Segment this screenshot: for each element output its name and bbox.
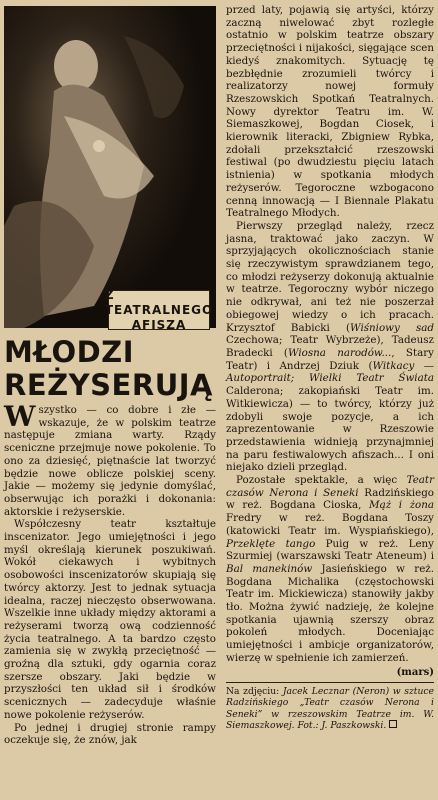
paragraph-6: [226, 474, 434, 665]
end-mark-icon: [389, 720, 397, 728]
paragraph-1-text: szystko — co dobre i złe — wskazuje, że w polskim teatrze następuje zmiana warty. Rządy sceniczne przejmuje nowe pokolenie. To ono za dziesięć, piętnaście lat tworzyć będzie nowe oblicze polskiej sceny. Jakie — możemy się jedynie domyślać, obserwując ich porażki i dokonania: aktorskie i reżyserskie.: [4, 404, 216, 518]
caption-label: Na zdjęciu:: [226, 685, 280, 697]
photo-caption: [226, 682, 434, 732]
headline-line1: MŁODZI: [4, 335, 134, 369]
p5-seg-d: Calderona; zakopiański Teatr im. Witkiewicza) — to twórcy, którzy już zdobyli swoje pozycje, a ich zaprezentowanie w Rzeszowie przedstawienia widnieją przynajmniej na paru festiwalowych afiszach... I oni niejako dzieli przegląd.: [226, 385, 434, 474]
p5-seg-a: Pierwszy przegląd należy, rzecz jasna, traktować jako zaczyn. W sprzyjających okolicznościach stanie się rzeczywistym sprawdzianem tego, co młodzi reżyserzy dokonują aktualnie w teatrze. Tegoroczny wybór niczego nie odkrywał, ani też nie poszerzał obiegowej wiedzy o ich pracach. Krzysztof Babicki (: [226, 219, 434, 334]
actor-photo-illustration: [4, 6, 216, 328]
headline-line2: REŻYSERUJĄ: [4, 368, 213, 402]
left-article-text: [4, 400, 216, 747]
section-label-box: [104, 287, 214, 332]
p6-title-4: Bal manekinów: [226, 562, 313, 575]
left-column: [0, 0, 218, 800]
p6-seg-b: Radzińskiego w reż. Bogdana Cioska,: [226, 486, 434, 512]
section-label-line1: Z TEATRALNEGO: [104, 287, 214, 317]
paragraph-5: [226, 220, 434, 474]
drop-cap: W: [4, 400, 36, 433]
p6-seg-e: Jasieńskiego w reż. Bogdana Michalika (częstochowski Teatr im. Mickiewicza) stanowiły jakby tło. Można żywić nadzieję, że kolejne spotkania ujawnią szerszy obraz pokoleń młodych. Doceniając umiejętności i ambicje organizatorów, wierzę w spełnienie ich zamierzeń.: [226, 562, 434, 664]
paragraph-3: Po jednej i drugiej stronie rampy oczekuje się, że znów, jak: [4, 721, 216, 747]
article-headline: [4, 336, 216, 402]
p5-title-1: Wiśniowy sad: [350, 321, 435, 334]
section-label-line2: AFISZA: [131, 317, 187, 332]
paragraph-2: Współczesny teatr kształtuje inscenizator. Jego umiejętności i jego myśl określają kierunek poszukiwań. Wokół ciekawych i wybitnych osobowości inscenizatorów skupiają się twórcy aktorzy. Jest to jednak sytuacja idealna, raczej nieczęsto obserwowana. Wszelkie inne układy między aktorami a reżyserami tworzą ową codzienność życia teatralnego. A ta bardzo często zamienia się w zwykłą przeciętność — groźną dla sztuki, gdy ogarnia coraz szersze obszary. Jaki będzie w przyszłości ten układ sił i środków scenicznych — zadecyduje właśnie nowe pokolenie reżyserów.: [4, 518, 216, 721]
caption-text: Jacek Lecznar (Neron) w sztuce Radzińskiego „Teatr czasów Nerona i Seneki” w rzeszowskim Teatrze im. W. Siemaszkowej. Fot.: J. Paszkowski.: [226, 685, 434, 732]
paragraph-1: [4, 400, 216, 518]
p5-title-3: Witkacy — Autoportrait; Wielki Teatr Świata: [226, 359, 434, 385]
paragraph-4: przed laty, pojawią się artyści, którzy zaczną niwelować zbyt rozległe ostatnio w polskim teatrze obszary przeciętności i nijakości, sięgające scen kiedyś znakomitych. Sytuację tę bezbłędnie zrozumieli twórcy i realizatorzy nowej formuły Rzeszowskich Spotkań Teatralnych. Nowy dyrektor Teatru im. W. Siemaszkowej, Bogdan Ciosek, i kierownik literacki, Zbigniew Rybka, zdołali przekształcić rzeszowski festiwal (po dwudziestu pięciu latach istnienia) w spotkania młodych reżyserów. Tegoroczne wzbogacono cenną innowacją — I Biennale Plakatu Teatralnego Młodych.: [226, 4, 434, 220]
p6-title-2: Mąż i żona: [369, 499, 434, 512]
p6-seg-c: Fredry w reż. Bogdana Toszy (katowicki Teatr im. Wyspiańskiego),: [226, 512, 434, 537]
p6-title-3: Przeklęte tango: [226, 537, 316, 550]
p6-seg-a: Pozostałe spektakle, a więc: [236, 474, 407, 487]
p6-seg-d: Puig w reż. Leny Szurmiej (warszawski Teatr Ateneum) i: [226, 537, 435, 563]
stage-photo: [4, 6, 216, 328]
p5-seg-b: Czechowa; Teatr Wybrzeże), Tadeusz Bradecki (: [226, 334, 434, 359]
right-article-text: [226, 4, 434, 665]
p6-title-1: Teatr czasów Nerona i Seneki: [226, 474, 434, 499]
p5-title-2: Wiosna narodów...: [287, 346, 392, 359]
p5-seg-c: , Stary Teatr) i Andrzej Dziuk (: [226, 346, 434, 372]
author-signature: (mars): [396, 666, 434, 678]
right-column: [226, 4, 434, 732]
